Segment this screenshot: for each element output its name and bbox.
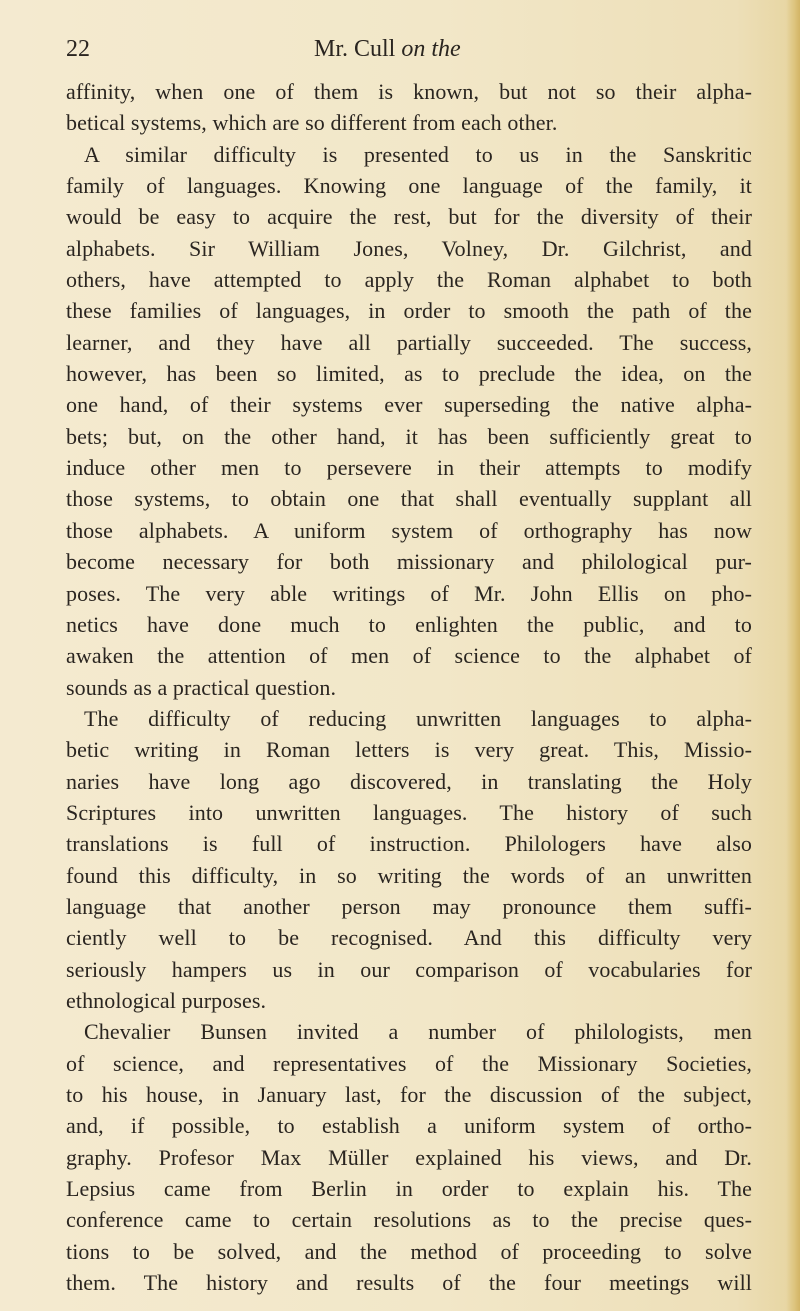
running-head-regular: Mr. Cull (314, 36, 402, 62)
text-line: Chevalier Bunsen invited a number of philologists, men (84, 1019, 752, 1045)
text-line: ethnological purposes. (66, 987, 267, 1013)
text-line: seriously hampers us in our comparison of vocabularies for (66, 956, 752, 982)
text-line: awaken the attention of men of science to the alphabet of (66, 643, 752, 669)
text-line: one hand, of their systems ever superseding the native alpha- (66, 392, 752, 418)
text-line: become necessary for both missionary and philological pur- (66, 549, 752, 575)
text-line: and, if possible, to establish a uniform system of ortho- (66, 1113, 752, 1139)
page-edge-shading (786, 0, 800, 1311)
text-line: language that another person may pronounce them suffi- (66, 893, 752, 919)
text-line: bets; but, on the other hand, it has been sufficiently great to (66, 423, 752, 449)
text-line: however, has been so limited, as to preclude the idea, on the (66, 361, 752, 387)
text-line: them. The history and results of the four meetings will (66, 1270, 752, 1296)
text-line: poses. The very able writings of Mr. John Ellis on pho- (66, 580, 752, 606)
text-line: naries have long ago discovered, in translating the Holy (66, 768, 752, 794)
text-line: The difficulty of reducing unwritten languages to alpha- (84, 705, 752, 731)
body-text (66, 76, 752, 1298)
text-line: betical systems, which are so different from each other. (66, 110, 558, 136)
text-line: to his house, in January last, for the discussion of the subject, (66, 1082, 752, 1107)
text-line: family of languages. Knowing one language of the family, it (66, 173, 752, 199)
text-line: tions to be solved, and the method of proceeding to solve (66, 1238, 752, 1264)
text-line: translations is full of instruction. Philologers have also (66, 831, 752, 857)
text-line: graphy. Profesor Max Müller explained his views, and Dr. (66, 1144, 752, 1170)
text-line: these families of languages, in order to smooth the path of the (66, 298, 752, 324)
text-line: ciently well to be recognised. And this difficulty very (66, 925, 752, 951)
text-line: would be easy to acquire the rest, but for the diversity of their (66, 204, 752, 230)
text-line: those alphabets. A uniform system of orthography has now (66, 517, 752, 543)
text-line: sounds as a practical question. (66, 674, 337, 700)
text-line: induce other men to persevere in their attempts to modify (66, 455, 752, 481)
text-line: others, have attempted to apply the Roman alphabet to both (66, 267, 752, 293)
text-line: affinity, when one of them is known, but not so their alpha- (66, 79, 752, 104)
text-line: Lepsius came from Berlin in order to explain his. The (66, 1176, 752, 1202)
text-line: of science, and representatives of the Missionary Societies, (66, 1050, 752, 1076)
text-line: betic writing in Roman letters is very great. This, Missio- (66, 737, 752, 763)
text-line: A similar difficulty is presented to us in the Sanskritic (84, 141, 752, 167)
text-line: learner, and they have all partially succeeded. The success, (66, 329, 752, 355)
text-line: alphabets. Sir William Jones, Volney, Dr. Gilchrist, and (66, 235, 752, 261)
text-line: conference came to certain resolutions as to the precise ques- (66, 1207, 752, 1233)
page-number: 22 (66, 36, 90, 62)
text-line: found this difficulty, in so writing the words of an unwritten (66, 862, 752, 888)
text-line: those systems, to obtain one that shall eventually supplant all (66, 486, 752, 512)
text-line: netics have done much to enlighten the public, and to (66, 611, 752, 637)
running-head (314, 33, 461, 65)
text-line: Scriptures into unwritten languages. The history of such (66, 799, 752, 825)
running-head-italic: on the (401, 36, 461, 62)
page-header (66, 33, 756, 65)
